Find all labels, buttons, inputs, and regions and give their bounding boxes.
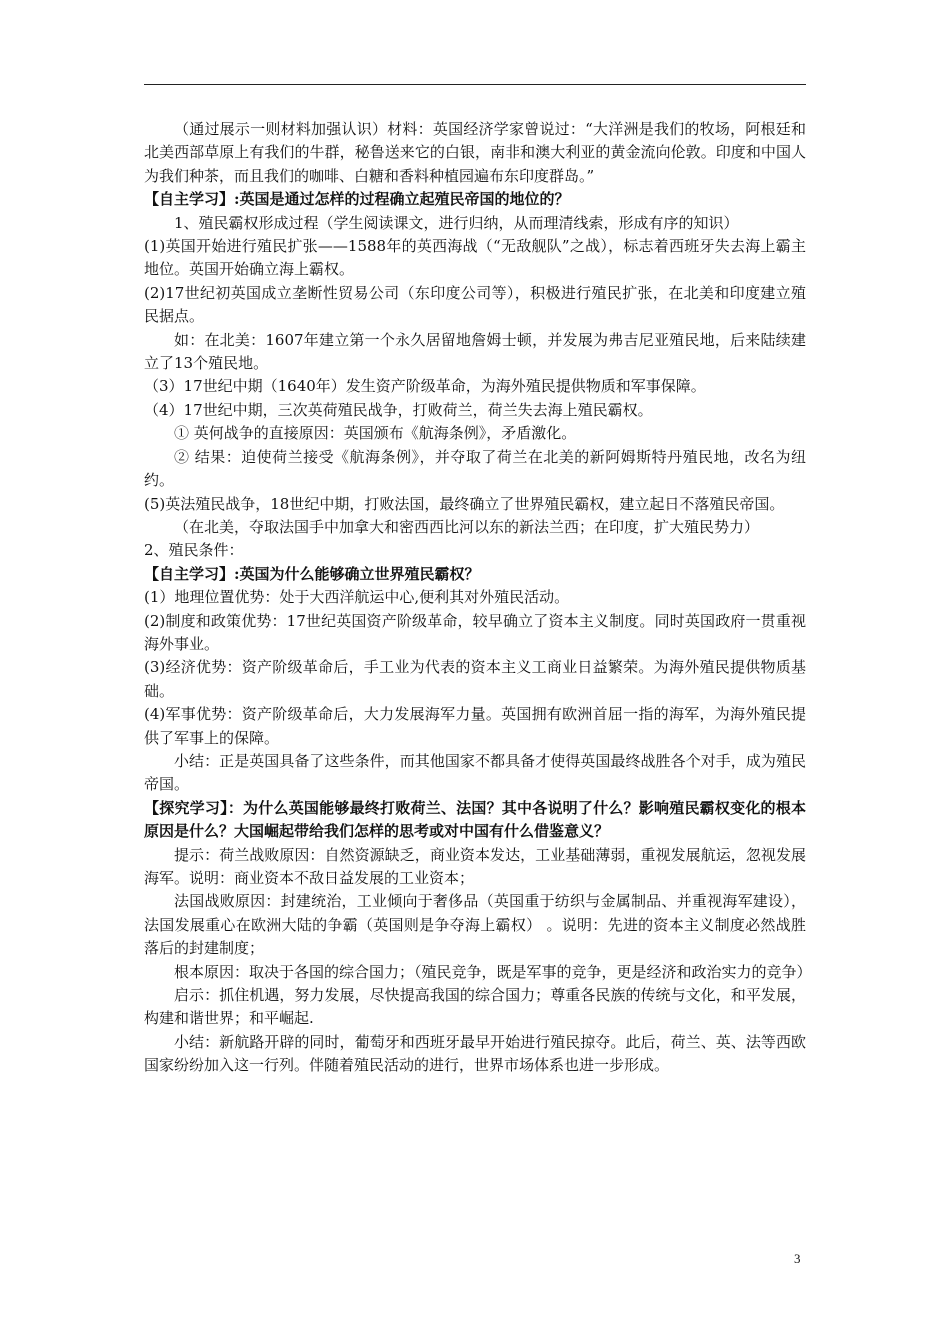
sub-item: ① 英何战争的直接原因：英国颁布《航海条例》，矛盾激化。 [174,424,577,443]
list-item: (2)制度和政策优势：17世纪英国资产阶级革命，较早确立了资本主义制度。同时英国政府一贯重视海外事业。 [144,611,806,653]
header-rule [144,84,806,85]
list-item: (3)经济优势：资产阶级革命后，手工业为代表的资本主义工商业日益繁荣。为海外殖民提供物质基础。 [144,658,806,700]
page-number: 3 [794,1251,801,1266]
section-heading: 【探究学习】：为什么英国能够最终打败荷兰、法国？其中各说明了什么？影响殖民霸权变化的根本原因是什么？大国崛起带给我们怎样的思考或对中国有什么借鉴意义？ [144,798,806,841]
paragraph: 根本原因：取决于各国的综合国力；（殖民竞争，既是军事的竞争，更是经济和政治实力的竞争） [174,962,812,981]
paragraph: （在北美，夺取法国手中加拿大和密西西比河以东的新法兰西；在印度，扩大殖民势力） [174,517,760,536]
summary-paragraph: 小结：新航路开辟的同时，葡萄牙和西班牙最早开始进行殖民掠夺。此后，荷兰、英、法等西欧国家纷纷加入这一行列。伴随着殖民活动的进行，世界市场体系也进一步形成。 [144,1032,806,1075]
paragraph: 法国战败原因：封建统治，工业倾向于奢侈品（英国重于纺织与金属制品、并重视海军建设），法国发展重心在欧洲大陆的争霸（英国则是争夺海上霸权） 。说明：先进的资本主义制度必然战胜落后的封建制度； [144,892,806,958]
paragraph: 1、殖民霸权形成过程（学生阅读课文，进行归纳，从而理清线索，形成有序的知识） [174,213,739,232]
list-item: （4）17世纪中期，三次英荷殖民战争，打败荷兰，荷兰失去海上殖民霸权。 [144,400,653,419]
section-heading: 【自主学习】:英国是通过怎样的过程确立起殖民帝国的地位的？ [144,190,570,209]
list-item: (5)英法殖民战争，18世纪中期，打败法国，最终确立了世界殖民霸权，建立起日不落殖民帝国。 [144,494,785,513]
paragraph: 如：在北美：1607年建立第一个永久居留地詹姆士顿，并发展为弗吉尼亚殖民地，后来陆续建立了13个殖民地。 [144,330,806,373]
list-item: (2)17世纪初英国成立垄断性贸易公司（东印度公司等），积极进行殖民扩张，在北美和印度建立殖民据点。 [144,283,806,326]
paragraph: 提示：荷兰战败原因：自然资源缺乏，商业资本发达，工业基础薄弱，重视发展航运，忽视发展海军。说明：商业资本不敌日益发展的工业资本； [144,845,806,887]
document-body [144,118,812,1078]
list-item: (4)军事优势：资产阶级革命后，大力发展海军力量。英国拥有欧洲首屈一指的海军，为海外殖民提供了军事上的保障。 [144,705,806,747]
list-item: (1)英国开始进行殖民扩张——1588年的英西海战（“无敌舰队”之战），标志着西班牙失去海上霸主地位。英国开始确立海上霸权。 [144,237,806,279]
list-item: (1）地理位置优势：处于大西洋航运中心,便利其对外殖民活动。 [144,588,570,607]
paragraph: 启示：抓住机遇，努力发展，尽快提高我国的综合国力；尊重各民族的传统与文化，和平发展，构建和谐世界；和平崛起. [144,986,806,1028]
paragraph: （通过展示一则材料加强认识）材料：英国经济学家曾说过：“大洋洲是我们的牧场，阿根廷和北美西部草原上有我们的牛群，秘鲁送来它的白银，南非和澳大利亚的黄金流向伦敦。印度和中国人为我们种茶，而且我们的咖啡、白糖和香料种植园遍布东印度群岛。” [144,120,806,185]
list-item: （3）17世纪中期（1640年）发生资产阶级革命，为海外殖民提供物质和军事保障。 [144,377,706,396]
summary-paragraph: 小结：正是英国具备了这些条件，而其他国家不都具备才使得英国最终战胜各个对手，成为殖民帝国。 [144,751,806,794]
section-heading: 【自主学习】:英国为什么能够确立世界殖民霸权？ [144,564,480,583]
paragraph: 2、殖民条件： [144,541,244,560]
sub-item: ② 结果：迫使荷兰接受《航海条例》，并夺取了荷兰在北美的新阿姆斯特丹殖民地，改名为纽约。 [144,447,806,490]
